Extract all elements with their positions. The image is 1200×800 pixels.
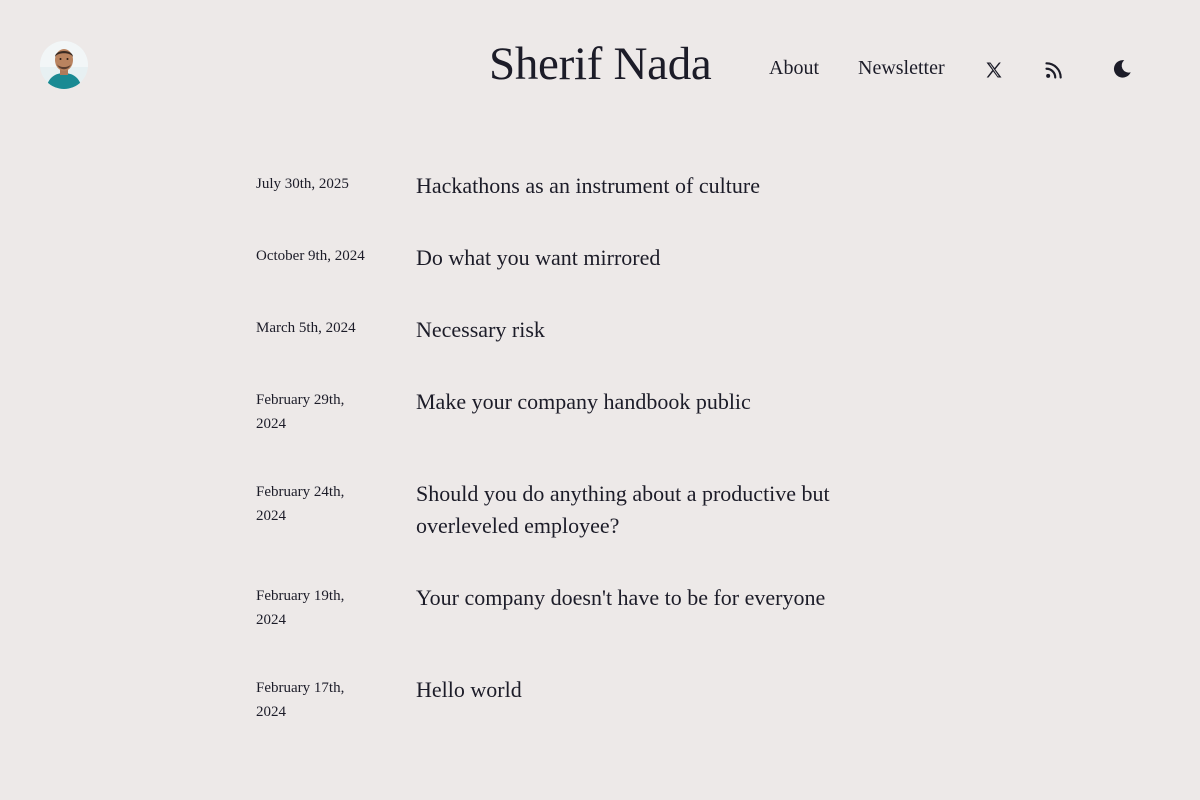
post-date: February 17th, 2024 [256, 680, 345, 720]
site-header [0, 0, 1200, 130]
post-date: July 30th, 2025 [256, 176, 349, 192]
nav-newsletter-link[interactable]: Newsletter [858, 57, 945, 79]
post-title-link[interactable]: Your company doesn't have to be for everyone [416, 585, 826, 610]
post-title-link[interactable]: Hackathons as an instrument of culture [416, 173, 760, 198]
post-title-link[interactable]: Do what you want mirrored [416, 245, 661, 270]
rss-icon[interactable] [1041, 57, 1067, 83]
post-title-link[interactable]: Hello world [416, 677, 522, 702]
post-title-link[interactable]: Should you do anything about a productive but overleveled employee? [416, 481, 830, 538]
post-date: February 29th, 2024 [256, 392, 345, 432]
post-date: February 19th, 2024 [256, 588, 345, 628]
x-logo-icon[interactable] [981, 57, 1007, 83]
post-title-link[interactable]: Necessary risk [416, 317, 545, 342]
post-date: March 5th, 2024 [256, 320, 356, 336]
nav-about-link[interactable]: About [769, 57, 819, 79]
moon-icon[interactable] [1109, 56, 1135, 82]
site-title[interactable]: Sherif Nada [489, 38, 712, 90]
post-title-link[interactable]: Make your company handbook public [416, 389, 751, 414]
post-date: February 24th, 2024 [256, 484, 345, 524]
avatar[interactable] [40, 41, 88, 89]
post-date: October 9th, 2024 [256, 248, 365, 264]
profile-photo-icon [40, 41, 88, 89]
